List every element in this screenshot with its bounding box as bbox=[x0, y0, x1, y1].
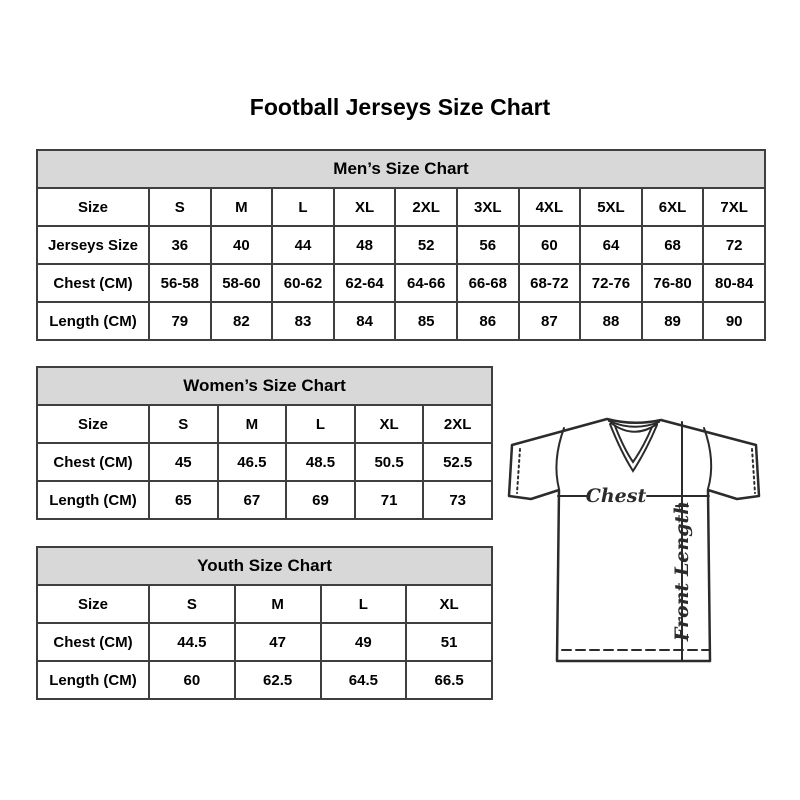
table-header-row bbox=[37, 150, 765, 188]
table-title: Men’s Size Chart bbox=[37, 150, 765, 188]
size-value-cell: 62-64 bbox=[334, 264, 396, 302]
size-value-cell: 47 bbox=[235, 623, 321, 661]
size-value-cell: 84 bbox=[334, 302, 396, 340]
size-value-cell: 4XL bbox=[519, 188, 581, 226]
youth-size-table bbox=[36, 546, 493, 700]
size-value-cell: 80-84 bbox=[703, 264, 765, 302]
size-value-cell: 45 bbox=[149, 443, 218, 481]
size-value-cell: 40 bbox=[211, 226, 273, 264]
table-row bbox=[37, 585, 492, 623]
size-value-cell: 52 bbox=[395, 226, 457, 264]
size-value-cell: 73 bbox=[423, 481, 492, 519]
size-value-cell: 65 bbox=[149, 481, 218, 519]
size-value-cell: 69 bbox=[286, 481, 355, 519]
page-title: Football Jerseys Size Chart bbox=[249, 94, 551, 120]
size-value-cell: 76-80 bbox=[642, 264, 704, 302]
row-label: Length (CM) bbox=[37, 481, 149, 519]
size-value-cell: 72-76 bbox=[580, 264, 642, 302]
size-value-cell: 83 bbox=[272, 302, 334, 340]
womens-size-table bbox=[36, 366, 493, 520]
size-value-cell: M bbox=[235, 585, 321, 623]
row-label: Chest (CM) bbox=[37, 443, 149, 481]
chest-measure-label: Chest bbox=[585, 485, 647, 507]
size-value-cell: 88 bbox=[580, 302, 642, 340]
table-row bbox=[37, 661, 492, 699]
size-value-cell: 62.5 bbox=[235, 661, 321, 699]
table-row bbox=[37, 302, 765, 340]
size-value-cell: 44 bbox=[272, 226, 334, 264]
row-label: Chest (CM) bbox=[37, 264, 149, 302]
size-value-cell: 68-72 bbox=[519, 264, 581, 302]
size-value-cell: 66.5 bbox=[406, 661, 492, 699]
table-row bbox=[37, 264, 765, 302]
size-value-cell: 36 bbox=[149, 226, 211, 264]
size-value-cell: 46.5 bbox=[218, 443, 287, 481]
size-value-cell: 2XL bbox=[423, 405, 492, 443]
size-value-cell: XL bbox=[406, 585, 492, 623]
row-label: Size bbox=[37, 188, 149, 226]
size-value-cell: 3XL bbox=[457, 188, 519, 226]
mens-size-table bbox=[36, 149, 766, 341]
table-header-row bbox=[37, 367, 492, 405]
size-value-cell: L bbox=[272, 188, 334, 226]
size-value-cell: 72 bbox=[703, 226, 765, 264]
size-value-cell: 5XL bbox=[580, 188, 642, 226]
size-value-cell: 85 bbox=[395, 302, 457, 340]
jersey-measurement-diagram bbox=[507, 415, 765, 667]
size-value-cell: 64.5 bbox=[321, 661, 407, 699]
size-value-cell: 7XL bbox=[703, 188, 765, 226]
size-value-cell: 48.5 bbox=[286, 443, 355, 481]
size-value-cell: 64 bbox=[580, 226, 642, 264]
size-value-cell: 89 bbox=[642, 302, 704, 340]
size-value-cell: 51 bbox=[406, 623, 492, 661]
size-value-cell: 64-66 bbox=[395, 264, 457, 302]
size-value-cell: 68 bbox=[642, 226, 704, 264]
size-value-cell: 90 bbox=[703, 302, 765, 340]
row-label: Size bbox=[37, 585, 149, 623]
size-value-cell: XL bbox=[334, 188, 396, 226]
table-row bbox=[37, 481, 492, 519]
size-value-cell: 71 bbox=[355, 481, 424, 519]
table-row bbox=[37, 226, 765, 264]
size-value-cell: XL bbox=[355, 405, 424, 443]
jersey-outline-shape bbox=[509, 419, 759, 661]
table-header-row bbox=[37, 547, 492, 585]
size-value-cell: 60-62 bbox=[272, 264, 334, 302]
table-title: Women’s Size Chart bbox=[37, 367, 492, 405]
size-value-cell: 60 bbox=[149, 661, 235, 699]
size-value-cell: 79 bbox=[149, 302, 211, 340]
size-value-cell: 48 bbox=[334, 226, 396, 264]
size-value-cell: 60 bbox=[519, 226, 581, 264]
size-value-cell: 87 bbox=[519, 302, 581, 340]
size-value-cell: 56-58 bbox=[149, 264, 211, 302]
row-label: Length (CM) bbox=[37, 661, 149, 699]
size-value-cell: 58-60 bbox=[211, 264, 273, 302]
size-value-cell: 86 bbox=[457, 302, 519, 340]
table-row bbox=[37, 443, 492, 481]
row-label: Chest (CM) bbox=[37, 623, 149, 661]
size-value-cell: 2XL bbox=[395, 188, 457, 226]
size-value-cell: M bbox=[218, 405, 287, 443]
size-value-cell: 67 bbox=[218, 481, 287, 519]
size-value-cell: 66-68 bbox=[457, 264, 519, 302]
size-value-cell: 82 bbox=[211, 302, 273, 340]
size-value-cell: 6XL bbox=[642, 188, 704, 226]
size-value-cell: 50.5 bbox=[355, 443, 424, 481]
size-value-cell: L bbox=[321, 585, 407, 623]
size-value-cell: 56 bbox=[457, 226, 519, 264]
table-row bbox=[37, 623, 492, 661]
size-value-cell: L bbox=[286, 405, 355, 443]
size-value-cell: S bbox=[149, 405, 218, 443]
row-label: Size bbox=[37, 405, 149, 443]
size-value-cell: 52.5 bbox=[423, 443, 492, 481]
front-length-measure-label: Front Length bbox=[671, 500, 693, 642]
size-value-cell: 49 bbox=[321, 623, 407, 661]
row-label: Length (CM) bbox=[37, 302, 149, 340]
size-value-cell: S bbox=[149, 585, 235, 623]
table-row bbox=[37, 188, 765, 226]
size-value-cell: S bbox=[149, 188, 211, 226]
size-value-cell: 44.5 bbox=[149, 623, 235, 661]
row-label: Jerseys Size bbox=[37, 226, 149, 264]
size-value-cell: M bbox=[211, 188, 273, 226]
table-title: Youth Size Chart bbox=[37, 547, 492, 585]
table-row bbox=[37, 405, 492, 443]
